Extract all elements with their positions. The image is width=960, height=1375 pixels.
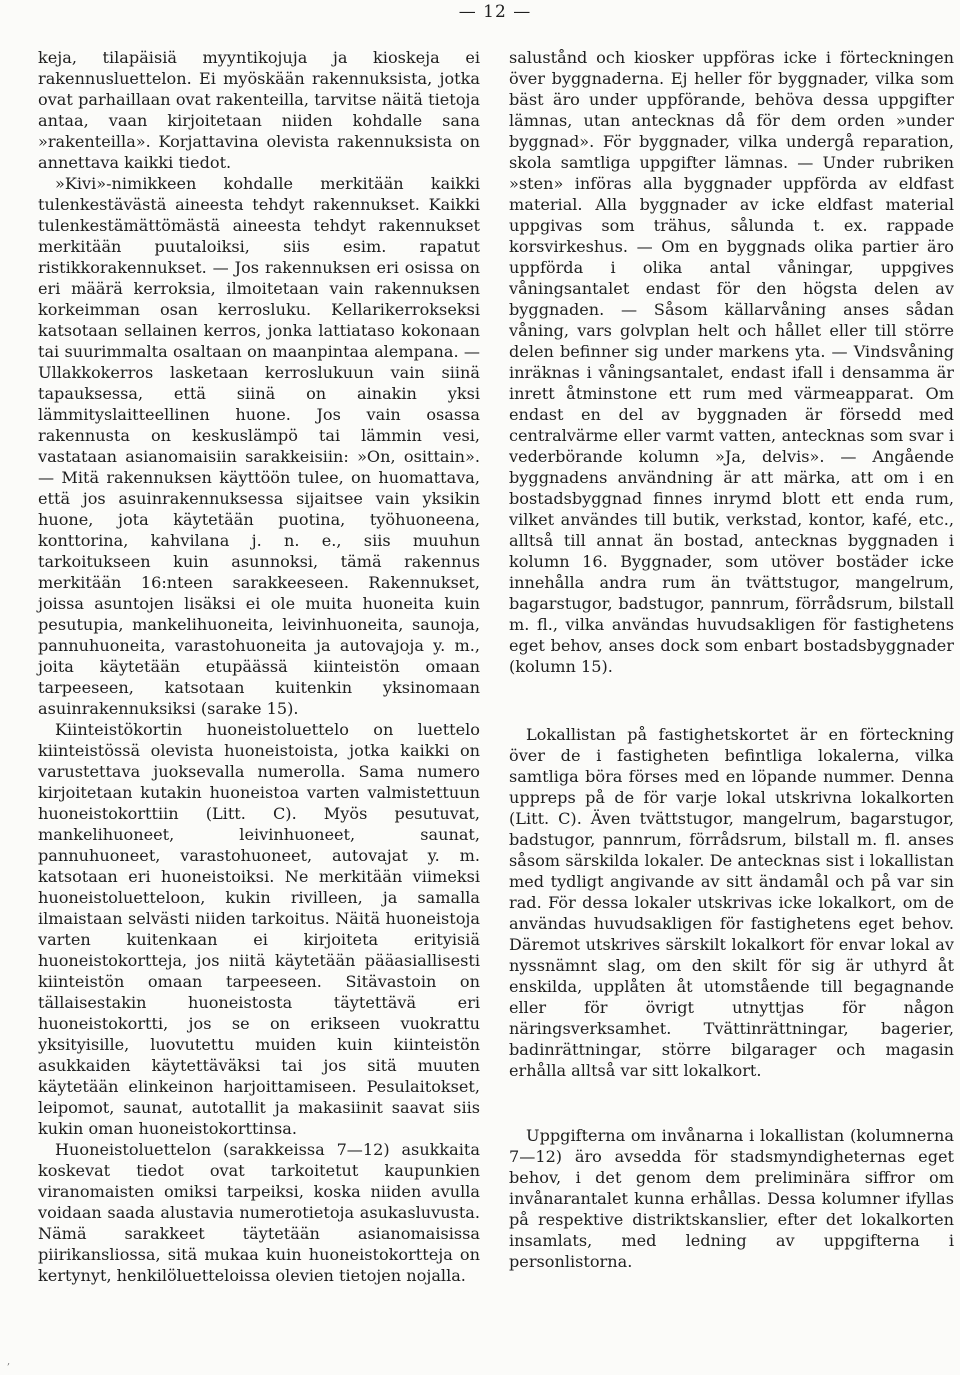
right-column-swedish <box>509 47 954 1272</box>
left-paragraph-3: Kiinteistökortin huoneistoluettelo on luettelo kiinteistössä olevista huoneistoista, jotka kaikki on varustettava juoksevalla numerolla. Sama numero kirjoitetaan kutakin huoneistoa varten valmistettuun huoneistokorttiin (Litt. C). Myös pesutuvat, mankelihuoneet, leivinhuoneet, saunat, pannuhuoneet, varastohuoneet, autovajat y. m. katsotaan eri huoneistoiksi. Ne merkitään viimeksi huoneistoluetteloon, kukin rivilleen, ja samalla ilmaistaan selvästi niiden tarkoitus. Näitä huoneistoja varten kuitenkaan ei kirjoiteta erityisiä huoneistokortteja, jos niitä käytetään pääasiallisesti kiinteistön omaan tarpeeseen. Sitävastoin on tällaisestakin huoneistosta täytettävä eri huoneistokortti, jos se on erikseen vuokrattu yksityisille, luovutettu muiden kuin kiinteistön asukkaiden käytettäväksi tai jos sitä muuten käytetään elinkeinon harjoittamiseen. Pesulaitokset, leipomot, saunat, autotallit ja makasiinit saavat siis kukin oman huoneistokorttinsa. <box>38 720 480 1138</box>
paragraph-spacer <box>509 677 954 724</box>
right-paragraph-2: Lokallistan på fastighetskortet är en förteckning över de i fastigheten befintliga lokalerna, vilka samtliga böra förses med en löpande nummer. Denna uppreps på de för varje lokal utskrivna lokalkorten (Litt. C). Även tvättstugor, mangelrum, bagarstugor, badstugor, pannrum, förrådsrum, bilstall m. fl. anses såsom särskilda lokaler. De antecknas sist i lokallistan med tydligt angivande av sitt ändamål och på var sin rad. För dessa lokaler utskrivas icke lokalkort, om de användas huvudsakligen för fastighetens eget behov. Däremot utskrives särskilt lokalkort för envar lokal av nyssnämnt slag, om den skilt för sig är uthyrd åt enskilda, upplåten åt utomstående till begagnande eller för övrigt utnyttjas för någon näringsverksamhet. Tvättinrättningar, bagerier, badinrättningar, större bilgarager och magasin erhålla alltså var sitt lokalkort. <box>509 725 954 1080</box>
stray-mark: , <box>7 1356 11 1367</box>
page-number: — 12 — <box>458 2 532 22</box>
left-paragraph-1: keja, tilapäisiä myyntikojuja ja kioskeja ei rakennusluettelon. Ei myöskään rakennuksista, jotka ovat parhaillaan ovat rakenteilla, tarvitse näitä tietoja antaa, vaan kirjoitetaan niiden kohdalle sana »rakenteilla». Korjattavina olevista rakennuksista on annettava kaikki tiedot. <box>38 48 480 172</box>
right-paragraph-3: Uppgifterna om invånarna i lokallistan (kolumnerna 7—12) äro avsedda för stadsmyndigheternas eget behov, i det genom dem preliminära siffror om invånarantalet kunna erhållas. Dessa kolumner ifyllas på respektive distriktskanslier, efter det lokalkorten insamlats, med ledning av uppgifterna i personlistorna. <box>509 1126 954 1271</box>
left-column-finnish <box>38 47 480 1286</box>
paragraph-spacer <box>509 1081 954 1125</box>
right-paragraph-1: salustånd och kiosker uppföras icke i förteckningen över byggnaderna. Ej heller för byggnader, vilka som bäst äro under uppförande, behöva dessa uppgifter lämnas, utan antecknas då för dem orden »under byggnad». För byggnader, vilka undergå reparation, skola samtliga uppgifter lämnas. — Under rubriken »sten» införas alla byggnader uppförda av eldfast material. Alla byggnader av icke eldfast material uppgivas som trähus, sålunda t. ex. rappade korsvirkeshus. — Om en byggnads olika partier äro uppförda i olika antal våningar, uppgives våningsantalet endast för den högsta delen av byggnaden. — Såsom källarvåning anses sådan våning, vars golvplan helt och hållet eller till större delen befinner sig under markens yta. — Vindsvåning inräknas i våningsantalet, endast ifall i densamma är inrett åtminstone ett rum med värmeapparat. Om endast en del av byggnaden är försedd med centralvärme eller varmt vatten, antecknas som svar i vederbörande kolumn »Ja, delvis». — Angående byggnadens användning är att märka, att om i en bostadsbyggnad finnes inrymd blott ett enda rum, vilket användes till butik, verkstad, kontor, kafé, etc., alltså till annat än bostad, antecknas byggnaden i kolumn 16. Byggnader, som utöver bostäder icke innehålla andra rum än tvättstugor, mangelrum, bagarstugor, badstugor, pannrum, förrådsrum, bilstall m. fl., vilka användas huvudsakligen för fastighetens eget behov, anses dock som enbart bostadsbyggnader (kolumn 15). <box>509 48 954 676</box>
left-paragraph-2: »Kivi»-nimikkeen kohdalle merkitään kaikki tulenkestävästä aineesta tehdyt rakennukset. Kaikki tulenkestämättömästä aineesta tehdyt rakennukset merkitään puutaloiksi, siis esim. rapatut ristikkorakennukset. — Jos rakennuksen eri osissa on eri määrä kerroksia, ilmoitetaan vain rakennuksen korkeimman osan kerrosluku. Kellarikerrokseksi katsotaan sellainen kerros, jonka lattiataso kokonaan tai suurimmalta osaltaan on maanpintaa alempana. — Ullakkokerros lasketaan kerroslukuun vain siinä tapauksessa, että siinä on ainakin yksi lämmityslaitteellinen huone. Jos vain osassa rakennusta on keskuslämpö tai lämmin vesi, vastataan asianomaisiin sarakkeisiin: »On, osittain». — Mitä rakennuksen käyttöön tulee, on huomattava, että jos asuinrakennuksessa sijaitsee vain yksikin huone, jota käytetään puotina, työhuoneena, konttorina, kahvilana j. n. e., siis muuhun tarkoitukseen kuin asunnoksi, tämä rakennus merkitään 16:nteen sarakkeeseen. Rakennukset, joissa asuntojen lisäksi ei ole muita huoneita kuin pesutupia, mankelihuoneita, leivinhuoneita, saunoja, pannuhuoneita, varastohuoneita ja autovajoja y. m., joita käytetään etupäässä kiinteistön omaan tarpeeseen, katsotaan kuitenkin yksinomaan asuinrakennuksiksi (sarake 15). <box>38 174 480 718</box>
left-paragraph-4: Huoneistoluettelon (sarakkeissa 7—12) asukkaita koskevat tiedot ovat tarkoitetut kaupunkien viranomaisten omiksi tarpeiksi, koska niiden avulla voidaan saada alustavia numerotietoja asukasluvusta. Nämä sarakkeet täytetään asianomaisissa piirikansliossa, sitä mukaa kuin huoneistokortteja on kertynyt, henkilöluetteloissa olevien tietojen nojalla. <box>38 1140 480 1285</box>
